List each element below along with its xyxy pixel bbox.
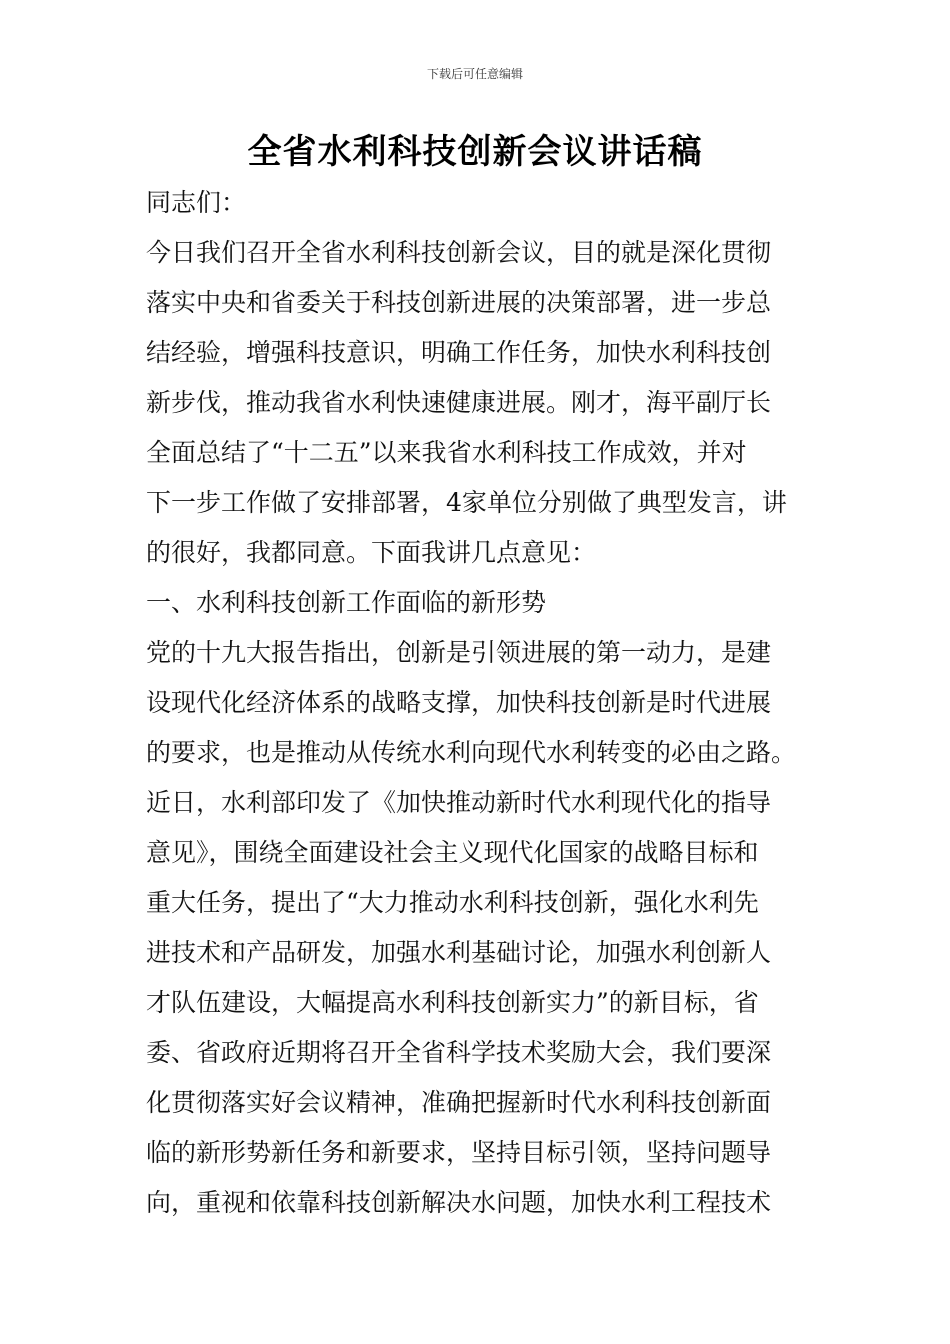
- body-line: 委、省政府近期将召开全省科学技术奖励大会，我们要深: [146, 1038, 772, 1067]
- body-line: 结经验，增强科技意识，明确工作任务，加快水利科技创: [146, 338, 772, 367]
- body-line: 临的新形势新任务和新要求，坚持目标引领，坚持问题导: [146, 1138, 772, 1167]
- body-line: 进技术和产品研发，加强水利基础讨论，加强水利创新人: [146, 938, 772, 967]
- header-note: 下载后可任意编辑: [426, 67, 523, 81]
- body-line: 设现代化经济体系的战略支撑，加快科技创新是时代进展: [146, 688, 772, 717]
- body-line: 全面总结了“十二五”以来我省水利科技工作成效，并对: [146, 438, 747, 467]
- body-line: 党的十九大报告指出，创新是引领进展的第一动力，是建: [146, 638, 772, 667]
- body-line: 今日我们召开全省水利科技创新会议，目的就是深化贯彻: [146, 238, 772, 267]
- body-line: 的很好，我都同意。下面我讲几点意见：: [146, 538, 597, 567]
- body-line: 近日，水利部印发了《加快推动新时代水利现代化的指导: [146, 788, 772, 817]
- document-body: [146, 178, 806, 1228]
- document-title: 全省水利科技创新会议讲话稿: [247, 132, 703, 172]
- section-heading: 一、水利科技创新工作面临的新形势: [146, 588, 547, 617]
- body-line: 化贯彻落实好会议精神，准确把握新时代水利科技创新面: [146, 1088, 772, 1117]
- body-line: 落实中央和省委关于科技创新进展的决策部署，进一步总: [146, 288, 772, 317]
- body-line: 向，重视和依靠科技创新解决水问题，加快水利工程技术: [146, 1188, 772, 1217]
- body-line: 同志们：: [146, 188, 247, 217]
- body-line: 意见》，围绕全面建设社会主义现代化国家的战略目标和: [146, 838, 759, 867]
- body-line: 新步伐，推动我省水利快速健康进展。刚才，海平副厅长: [146, 388, 772, 417]
- body-line: 下一步工作做了安排部署，4家单位分别做了典型发言，讲: [146, 488, 787, 517]
- body-line: 才队伍建设，大幅提高水利科技创新实力”的新目标，省: [146, 988, 759, 1017]
- body-line: 的要求，也是推动从传统水利向现代水利转变的必由之路。: [146, 738, 797, 767]
- body-line: 重大任务，提出了“大力推动水利科技创新，强化水利先: [146, 888, 759, 917]
